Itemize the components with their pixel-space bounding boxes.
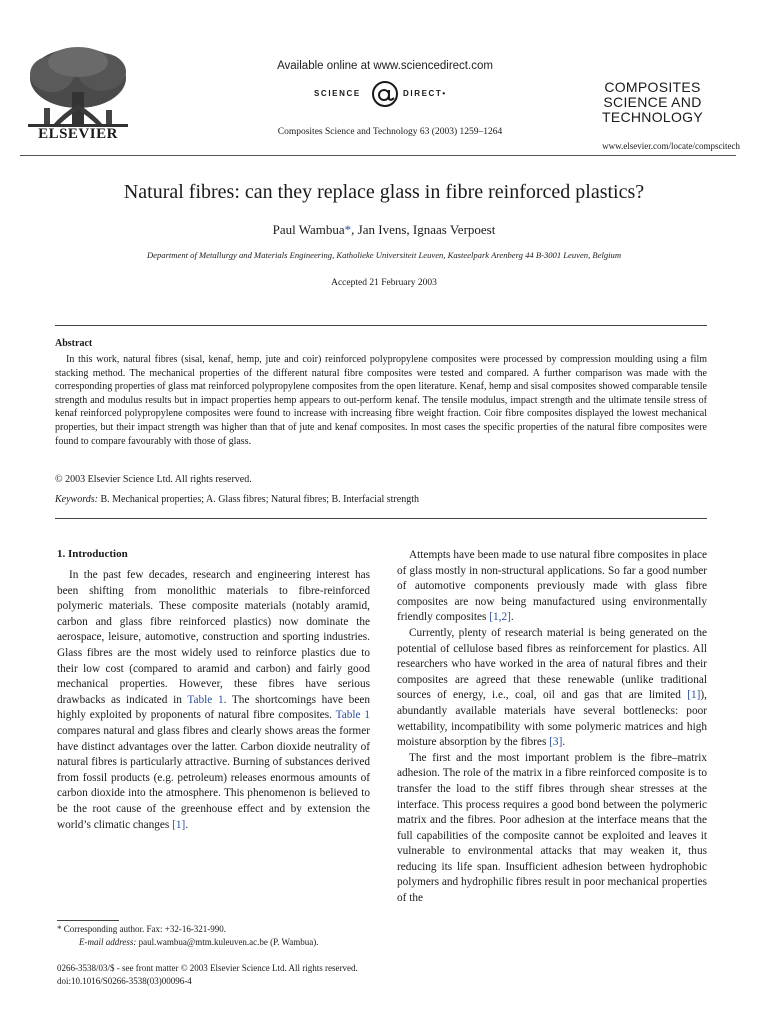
text-run: Currently, plenty of research material is being generated on the potential of cellulose based fibres as reinforcement for plastics. All researchers who have worked in the area of natural fibres and their composites are agreed that these renewable (unlike traditional sources of energy, i.e., coal, oil and gas that are limited — [397, 626, 707, 702]
author-names-rest: , Jan Ivens, Ignaas Verpoest — [351, 222, 496, 237]
footnote-divider — [57, 920, 119, 921]
email-line — [57, 936, 377, 949]
author-list — [30, 222, 738, 238]
journal-citation: Composites Science and Technology 63 (2003) 1259–1264 — [277, 127, 503, 137]
reference-1-link[interactable]: [1] — [687, 689, 701, 702]
text-run: In the past few decades, research and engineering interest has been shifting from monolithic materials to fibre-reinforced polymeric materials. These composite materials (notably aramid, carbon and glass fibre reinforced plastics) now dominate the aerospace, leisure, automotive, construction and sporting industries. Glass fibres are the most widely used to reinforce plastics due to their low cost (compared to aramid and carbon) and fairly good mechanical properties. However, these fibres have serious drawbacks as indicated in — [57, 569, 370, 706]
text-run: Attempts have been made to use natural fibre composites in place of glass mostly in non-structural applications. So far a good number of automotive components previously made with glass fibre composites are now being manufactured using environmentally friendly composites — [397, 549, 707, 624]
left-column — [57, 568, 370, 833]
at-symbol-icon — [370, 80, 400, 108]
text-run: compares natural and glass fibres and clearly shows areas the former have distinct advantages over the latter. Carbon dioxide neutrality of natural fibres is particularly attractive. Burning of substances derived from fossil products (e.g. petroleum) releases enormous amounts of carbon dioxide into the atmosphere. This phenomenon is believed to be the root cause of the greenhouse effect and by extension the world’s climatic changes — [57, 724, 370, 831]
abstract-copyright: © 2003 Elsevier Science Ltd. All rights reserved. — [55, 474, 252, 485]
header-divider — [20, 155, 736, 156]
accepted-date: Accepted 21 February 2003 — [331, 278, 437, 288]
table-1-link[interactable]: Table 1 — [187, 693, 224, 706]
intro-paragraph-2 — [397, 548, 707, 626]
journal-name-line-3: TECHNOLOGY — [601, 109, 703, 125]
corresponding-author-note: * Corresponding author. Fax: +32-16-321-990. — [57, 924, 227, 934]
available-online-link[interactable]: Available online at www.sciencedirect.com — [277, 60, 493, 72]
affiliation: Department of Metallurgy and Materials Engineering, Katholieke Universiteit Leuven, Kasteelpark Arenberg 44 B-3001 Leuven, Belgium — [146, 250, 622, 260]
abstract-top-divider — [55, 325, 707, 326]
reference-1-2-link[interactable]: [1,2] — [489, 611, 511, 624]
publisher-name: ELSEVIER — [38, 126, 118, 142]
keywords-list: B. Mechanical properties; A. Glass fibres; Natural fibres; B. Interfacial strength — [97, 494, 419, 505]
author-name: Paul Wambua — [272, 222, 345, 237]
abstract-heading: Abstract — [55, 338, 93, 349]
keywords — [55, 494, 419, 505]
abstract-text: In this work, natural fibres (sisal, kenaf, hemp, jute and coir) reinforced polypropylene composites were processed by compression moulding using a film stacking method. The mechanical properties of the different natural fibre composites were tested and compared. A further comparison was made with the corresponding properties of glass mat reinforced polypropylene composites from the open literature. Kenaf, hemp and sisal composites showed comparable tensile strength and modulus results but in impact properties hemp appears to out-perform kenaf. The tensile modulus, impact strength and the ultimate tensile stress of kenaf reinforced polypropylene composites were found to increase with increasing fibre weight fraction. Coir fibre composites displayed the lowest mechanical properties, but their impact strength was higher than that of jute and kenaf composites. In most cases the specific properties of the natural fibre composites were found to compare favourably with those of glass. — [55, 354, 707, 447]
sd-left-text: SCIENCE — [314, 89, 361, 98]
email-address[interactable]: paul.wambua@mtm.kuleuven.ac.be (P. Wambua). — [136, 936, 319, 947]
front-matter: 0266-3538/03/$ - see front matter © 2003 Elsevier Science Ltd. All rights reserved. — [57, 963, 358, 973]
text-run: . — [562, 736, 566, 749]
right-column — [397, 548, 707, 907]
abstract-body — [55, 353, 707, 448]
journal-name-line-1: COMPOSITES — [604, 79, 701, 95]
journal-name-line-2: SCIENCE AND — [603, 94, 702, 110]
corresponding-author-link[interactable]: * — [344, 222, 352, 237]
doi[interactable]: doi:10.1016/S0266-3538(03)00096-4 — [57, 975, 192, 986]
text-run: . — [510, 611, 514, 624]
keywords-label: Keywords: — [55, 494, 98, 505]
email-label: E-mail address: — [79, 936, 137, 947]
reference-1-link[interactable]: [1] — [172, 818, 186, 831]
reference-3-link[interactable]: [3] — [549, 736, 563, 749]
sd-right-text: DIRECT• — [403, 89, 447, 98]
journal-url-link[interactable]: www.elsevier.com/locate/compscitech — [602, 141, 740, 151]
section-heading-introduction: 1. Introduction — [57, 548, 128, 560]
intro-paragraph-3 — [397, 626, 707, 751]
footnote — [57, 923, 377, 948]
abstract-bottom-divider — [55, 518, 707, 519]
bottom-info — [57, 962, 477, 987]
intro-paragraph-1 — [57, 568, 370, 833]
table-1-link[interactable]: Table 1 — [335, 709, 370, 722]
text-run: . The shortcomings have been highly exploited by proponents of natural fibre composites. — [57, 693, 370, 722]
text-run: ), abundantly available materials have several bottlenecks: poor wettability, incompatibility with some polymeric matrices and high moisture absorption by the fibres — [397, 689, 707, 749]
intro-paragraph-4: The first and the most important problem is the fibre–matrix adhesion. The role of the matrix in a fibre reinforced composite is to transfer the load to the stiff fibres through shear stresses at the interface. This process requires a good bond between the polymeric matrix and the fibres. Poor adhesion at the interface means that the full capabilities of the composite cannot be exploited and leaves it vulnerable to environmental attacks that may weaken it, thus reducing its life span. Insufficient adhesion between hydrophobic polymers and hydrophilic fibres result in poor mechanical properties of the — [397, 751, 707, 905]
journal-name — [580, 80, 725, 125]
text-run: . — [185, 818, 189, 831]
sciencedirect-logo — [300, 80, 480, 108]
article-title: Natural fibres: can they replace glass in fibre reinforced plastics? — [123, 181, 645, 203]
